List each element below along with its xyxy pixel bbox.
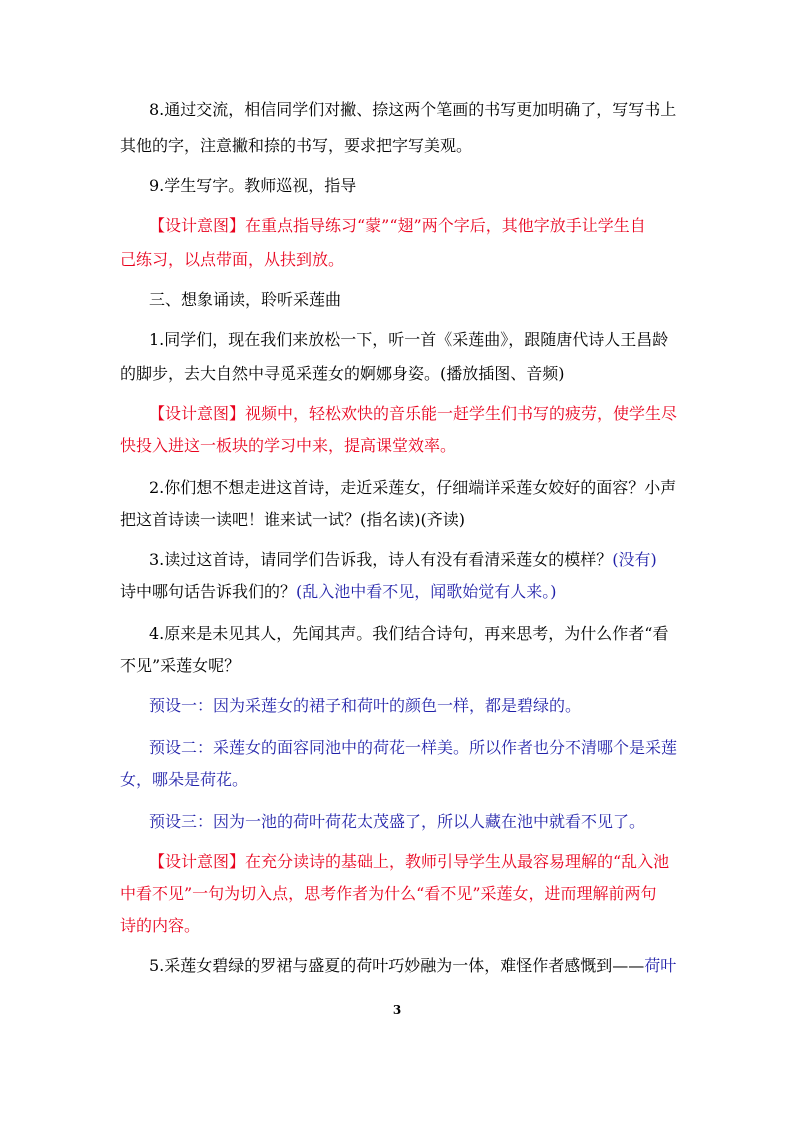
design-intent-2-line-2: 快投入进这一板块的学习中来，提高课堂效率。 [120,436,457,455]
preset-3: 预设三：因为一池的荷叶荷花太茂盛了，所以人藏在池中就看不见了。 [149,812,646,831]
para-8-line-2: 其他的字，注意撇和捺的书写，要求把字写美观。 [120,136,473,155]
para-3-line-1-text: 3.读过这首诗，请同学们告诉我，诗人有没有看清采莲女的模样？ [149,550,613,569]
para-1-line-1: 1.同学们，现在我们来放松一下，听一首《采莲曲》，跟随唐代诗人王昌龄 [149,330,669,349]
preset-2-line-2: 女，哪朵是荷花。 [120,770,249,789]
para-5-quote-start: 荷叶 [644,956,677,975]
design-intent-1-line-1: 【设计意图】在重点指导练习“蒙”“翅”两个字后，其他字放手让学生自 [149,216,646,235]
para-2-line-1: 2.你们想不想走进这首诗，走近采莲女，仔细端详采莲女姣好的面容？小声 [149,478,677,497]
answer-quote: (乱入池中看不见，闻歌始觉有人来。) [296,582,557,601]
design-intent-3-line-3: 诗的内容。 [120,916,201,935]
preset-2-line-1: 预设二：采莲女的面容同池中的荷花一样美。所以作者也分不清哪个是采莲 [149,738,678,757]
page-number: 3 [392,1003,402,1017]
design-intent-3-line-1: 【设计意图】在充分读诗的基础上，教师引导学生从最容易理解的“乱入池 [149,852,670,871]
para-3-line-1 [149,550,709,570]
answer-none: (没有) [612,550,657,569]
design-intent-3-line-2: 中看不见”一句为切入点，思考作者为什么“看不见”采莲女，进而理解前两句 [120,884,657,903]
para-1-line-2: 的脚步，去大自然中寻觅采莲女的婀娜身姿。(播放插图、音频) [120,364,565,383]
preset-1: 预设一：因为采莲女的裙子和荷叶的颜色一样，都是碧绿的。 [149,696,582,715]
para-3-line-2-text: 诗中哪句话告诉我们的？ [120,582,297,601]
para-3-line-2 [120,582,680,602]
para-9: 9.学生写字。教师巡视，指导 [149,176,357,195]
para-5-line-1 [149,956,709,976]
section-heading: 三、想象诵读，聆听采莲曲 [149,290,342,309]
design-intent-1-line-2: 己练习，以点带面，从扶到放。 [120,250,345,269]
para-4-line-2: 不见”采莲女呢？ [120,656,241,675]
para-2-line-2: 把这首诗读一读吧！谁来试一试？(指名读)(齐读) [120,510,465,529]
para-4-line-1: 4.原来是未见其人，先闻其声。我们结合诗句，再来思考，为什么作者“看 [149,624,669,643]
para-8-line-1: 8.通过交流，相信同学们对撇、捺这两个笔画的书写更加明确了，写写书上 [149,100,677,119]
para-5-line-1-text: 5.采莲女碧绿的罗裙与盛夏的荷叶巧妙融为一体，难怪作者感慨到—— [149,956,645,975]
design-intent-2-line-1: 【设计意图】视频中，轻松欢快的音乐能一赶学生们书写的疲劳，使学生尽 [149,404,678,423]
